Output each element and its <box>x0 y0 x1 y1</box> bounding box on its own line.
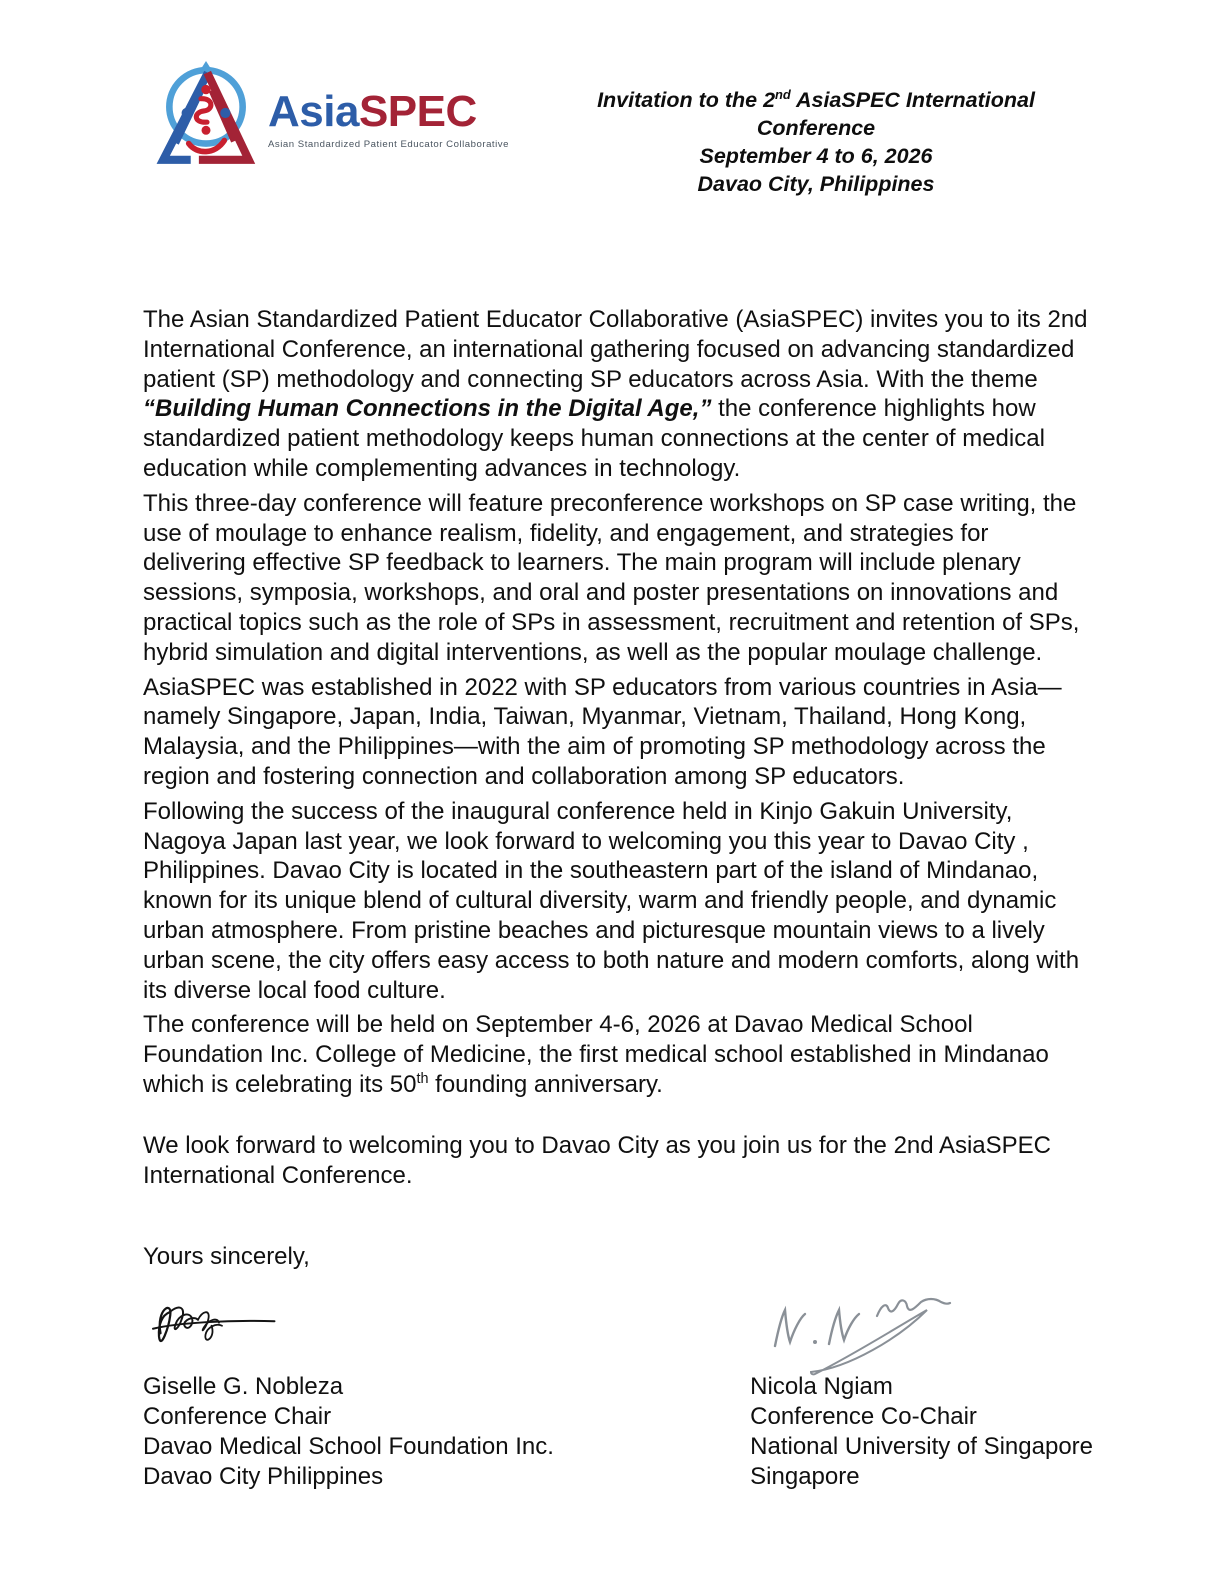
asiaspec-tagline: Asian Standardized Patient Educator Collaborative <box>268 139 509 150</box>
signatory-left-name: Giselle G. Nobleza <box>143 1373 344 1401</box>
asiaspec-logo <box>150 60 509 168</box>
signature-right <box>759 1274 959 1386</box>
conference-location: Davao City, Philippines <box>697 172 935 196</box>
asiaspec-logo-mark-icon <box>150 60 262 168</box>
conference-dates: September 4 to 6, 2026 <box>699 144 933 168</box>
invitation-header <box>542 86 1090 198</box>
signatory-right-location: Singapore <box>750 1462 860 1490</box>
signatory-right-name: Nicola Ngiam <box>750 1373 893 1401</box>
signature-row <box>143 1274 1093 1370</box>
signatory-left-block <box>143 1372 750 1491</box>
paragraph-history: AsiaSPEC was established in 2022 with SP educators from various countries in Asia—namely Singapore, Japan, India, Taiwan, Myanmar, Vietnam, Thailand, Hong Kong, Malaysia, and the Philippines—with the aim of promoting SP methodology across the region and fostering connection and collaboration among SP educators. <box>143 673 1062 790</box>
paragraph-program: This three-day conference will feature preconference workshops on SP case writing, the use of moulage to enhance realism, fidelity, and engagement, and strategies for delivering effective SP feedback to learners. The main program will include plenary sessions, symposia, workshops, and oral and poster presentations on innovations and practical topics such as the role of SPs in assessment, recruitment and retention of SPs, hybrid simulation and digital interventions, as well as the popular moulage challenge. <box>143 489 1080 666</box>
signature-left <box>143 1274 759 1374</box>
asiaspec-brand-name <box>268 87 509 136</box>
brand-spec: SPEC <box>358 87 477 136</box>
signatory-right-title: Conference Co-Chair <box>750 1402 977 1430</box>
signatory-left-title: Conference Chair <box>143 1402 332 1430</box>
letter-body <box>143 305 1093 1491</box>
invitation-title: Invitation to the 2nd AsiaSPEC International Conference <box>597 86 1035 140</box>
asiaspec-logo-text <box>268 87 509 150</box>
signature-nicola-ngiam-icon <box>759 1274 959 1378</box>
paragraph-venue-city: Following the success of the inaugural conference held in Kinjo Gakuin University, Nagoya Japan last year, we look forward to welcoming you this year to Davao City , Philippines. Davao City is located in the southeastern part of the island of Mindanao, known for its unique blend of cultural diversity, warm and friendly people, and dynamic urban atmosphere. From pristine beaches and picturesque mountain views to a lively urban scene, the city offers easy access to both nature and modern comforts, along with its diverse local food culture. <box>143 797 1080 1004</box>
signatory-right-organization: National University of Singapore <box>750 1432 1093 1460</box>
paragraph-closing: We look forward to welcoming you to Davao City as you join us for the 2nd AsiaSPEC International Conference. <box>143 1131 1052 1189</box>
signatory-right-block <box>750 1372 1093 1491</box>
brand-asia: Asia <box>268 87 359 136</box>
paragraph-introduction: The Asian Standardized Patient Educator Collaborative (AsiaSPEC) invites you to its 2nd International Conference, an international gathering focused on advancing standardized patient (SP) methodology and connecting SP educators across Asia. With the theme “Building Human Connections in the Digital Age,” the conference highlights how standardized patient methodology keeps human connections at the center of medical education while complementing advances in technology. <box>143 306 1088 482</box>
salutation: Yours sincerely, <box>143 1243 310 1271</box>
signatory-blocks <box>143 1372 1093 1491</box>
signatory-left-organization: Davao Medical School Foundation Inc. <box>143 1432 554 1460</box>
signature-giselle-nobleza-icon <box>147 1284 297 1366</box>
signatory-left-location: Davao City Philippines <box>143 1462 384 1490</box>
letter-header <box>0 0 1224 198</box>
paragraph-venue-school: The conference will be held on September 4-6, 2026 at Davao Medical School Foundation Inc. College of Medicine, the first medical school established in Mindanao which is celebrating its 50th founding anniversary. <box>143 1011 1049 1098</box>
